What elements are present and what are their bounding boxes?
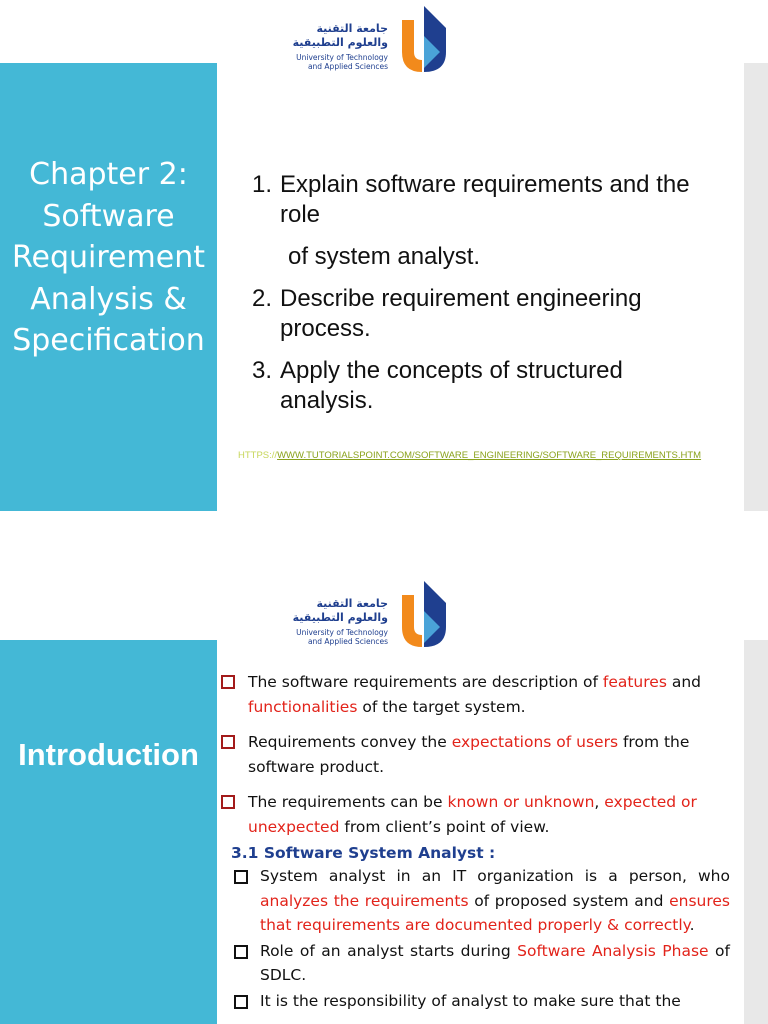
slide1-chapter-title: Chapter 2: Software Requirement Analysis & Specification: [12, 157, 205, 358]
checkbox-bullet-icon: [234, 995, 248, 1009]
logo-arabic-line2: والعلوم التطبيقية: [292, 36, 388, 49]
reference-link[interactable]: [238, 450, 701, 461]
logo-arabic-line1: جامعة التقنية: [316, 597, 388, 610]
objective-item: [252, 356, 722, 416]
objective-text: Explain software requirements and the role: [280, 171, 690, 228]
objective-number: 1.: [252, 171, 273, 198]
logo-arabic-line1: جامعة التقنية: [316, 22, 388, 35]
bullet-item: The requirements can be known or unknown, expected or unexpected from client’s point of view.: [218, 790, 744, 840]
slide2-title-panel: [0, 640, 217, 1024]
objective-text: Describe requirement engineering process.: [280, 285, 642, 342]
objective-text: Apply the concepts of structured analysis.: [280, 357, 623, 414]
university-logo: [285, 2, 450, 74]
logo-mark-icon: [400, 577, 450, 649]
objective-number: 2.: [252, 285, 273, 312]
university-logo-2: [285, 577, 450, 649]
checkbox-bullet-icon: [234, 870, 248, 884]
link-prefix: HTTPS://: [238, 450, 278, 461]
slide2-right-strip: [744, 640, 768, 1024]
sub-bullet-item: System analyst in an IT organization is a person, who analyzes the requirements of proposed system and ensures that requirements are documented properly & correctly.: [218, 864, 744, 938]
objectives-list: [252, 170, 722, 428]
slide2-content: [218, 670, 744, 1014]
bullet-item: The software requirements are description of features and functionalities of the target system.: [218, 670, 744, 720]
slide2-title: Introduction: [18, 737, 199, 772]
checkbox-bullet-icon: [221, 675, 235, 689]
checkbox-bullet-icon: [221, 735, 235, 749]
sub-bullet-item: Role of an analyst starts during Software Analysis Phase of SDLC.: [218, 939, 744, 988]
checkbox-bullet-icon: [234, 945, 248, 959]
link-url[interactable]: WWW.TUTORIALSPOINT.COM/SOFTWARE_ENGINEERING/SOFTWARE_REQUIREMENTS.HTM: [277, 450, 702, 461]
logo-english-line1: University of Technology: [296, 53, 388, 62]
logo-mark-icon: [400, 2, 450, 74]
logo-english-line2: and Applied Sciences: [307, 62, 388, 71]
objective-item: [252, 170, 722, 272]
objective-number: 3.: [252, 357, 273, 384]
bullet-item: Requirements convey the expectations of users from the software product.: [218, 730, 744, 780]
logo-english-line1: University of Technology: [296, 628, 388, 637]
slide1-right-strip: [744, 63, 768, 511]
objective-subtext: of system analyst.: [288, 243, 481, 270]
logo-english-line2: and Applied Sciences: [307, 637, 388, 646]
objective-item: [252, 284, 722, 344]
sub-bullet-item: It is the responsibility of analyst to make sure that the: [218, 989, 744, 1014]
section-subheading: 3.1 Software System Analyst :: [231, 844, 496, 862]
checkbox-bullet-icon: [221, 795, 235, 809]
logo-arabic-line2: والعلوم التطبيقية: [292, 611, 388, 624]
